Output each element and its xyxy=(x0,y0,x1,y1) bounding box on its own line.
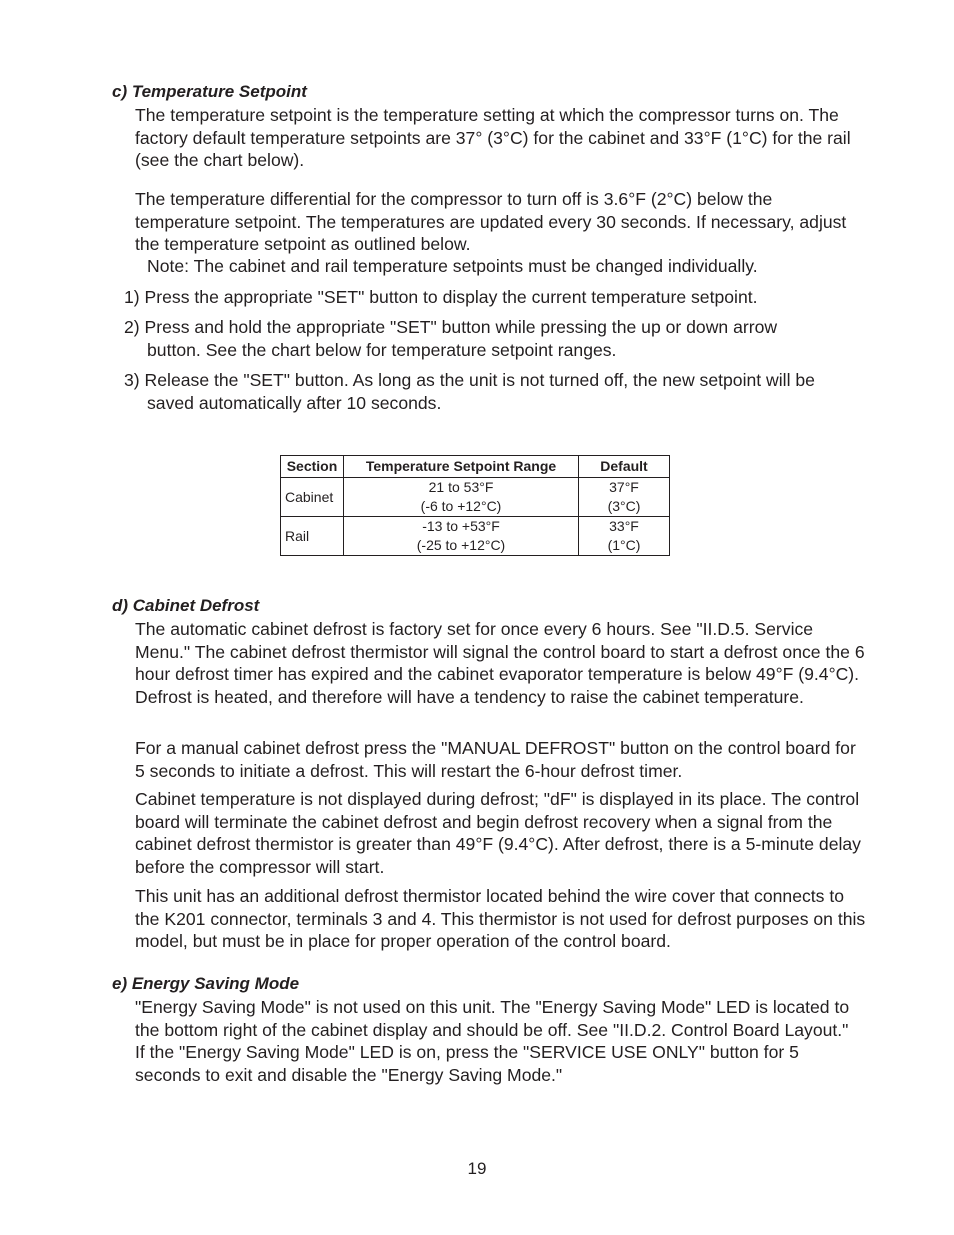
step-3 xyxy=(124,369,864,414)
page-number: 19 xyxy=(467,1159,487,1178)
step-number: 2) xyxy=(124,317,140,337)
range-fahrenheit: -13 to +53°F xyxy=(422,518,500,534)
step-text: Press the appropriate "SET" button to display the current temperature setpoint. xyxy=(144,287,758,307)
header-range: Temperature Setpoint Range xyxy=(344,456,579,478)
default-fahrenheit: 33°F xyxy=(609,518,639,534)
header-default: Default xyxy=(579,456,670,478)
range-fahrenheit: 21 to 53°F xyxy=(428,479,494,495)
section-e-paragraph-1: "Energy Saving Mode" is not used on this unit. The "Energy Saving Mode" LED is located to the bottom right of the cabinet display and should be off. See "II.D.2. Control Board Layout." If the "Energy Saving Mode" LED is on, press the "SERVICE USE ONLY" button for 5 seconds to exit and disable the "Energy Saving Mode." xyxy=(135,997,850,1085)
step-2 xyxy=(124,316,864,361)
section-c-note: Note: The cabinet and rail temperature setpoints must be changed individually. xyxy=(147,256,758,276)
section-d-paragraph-4: This unit has an additional defrost thermistor located behind the wire cover that connects to the K201 connector, terminals 3 and 4. This thermistor is not used for defrost purposes on this model, but must be in place for proper operation of the control board. xyxy=(135,886,866,952)
cell-default xyxy=(579,478,670,517)
table-header-row xyxy=(281,456,670,478)
step-number: 1) xyxy=(124,287,140,307)
section-d-heading: d) Cabinet Defrost xyxy=(112,596,260,615)
range-celsius: (-6 to +12°C) xyxy=(420,498,502,514)
range-celsius: (-25 to +12°C) xyxy=(416,537,506,553)
cell-default xyxy=(579,517,670,556)
table-row xyxy=(281,478,670,517)
setpoint-table xyxy=(280,455,670,556)
default-celsius: (1°C) xyxy=(607,537,641,553)
default-celsius: (3°C) xyxy=(607,498,641,514)
cell-section: Cabinet xyxy=(281,478,344,517)
section-e-heading: e) Energy Saving Mode xyxy=(112,974,300,993)
step-text: Release the "SET" button. As long as the unit is not turned off, the new setpoint will be xyxy=(144,370,815,390)
section-d-paragraph-3: Cabinet temperature is not displayed during defrost; "dF" is displayed in its place. The control board will terminate the cabinet defrost and begin defrost recovery when a signal from the cabinet defrost thermistor is greater than 49°F (9.4°C). After defrost, there is a 5-minute delay before the compressor will start. xyxy=(135,789,861,877)
section-c-paragraph-1: The temperature setpoint is the temperature setting at which the compressor turns on. The factory default temperature setpoints are 37° (3°C) for the cabinet and 33°F (1°C) for the rail (see the chart below). xyxy=(135,105,851,171)
default-fahrenheit: 37°F xyxy=(609,479,639,495)
section-d-paragraph-1: The automatic cabinet defrost is factory set for once every 6 hours. See "II.D.5. Service Menu." The cabinet defrost thermistor will signal the control board to start a defrost once the 6 hour defrost timer has expired and the cabinet evaporator temperature is below 49°F (9.4°C). Defrost is heated, and therefore will have a tendency to raise the cabinet temperature. xyxy=(135,619,865,707)
section-c-heading: c) Temperature Setpoint xyxy=(112,82,307,101)
step-number: 3) xyxy=(124,370,140,390)
table-row xyxy=(281,517,670,556)
header-section: Section xyxy=(281,456,344,478)
section-c-paragraph-2: The temperature differential for the compressor to turn off is 3.6°F (2°C) below the temperature setpoint. The temperatures are updated every 30 seconds. If necessary, adjust the temperature setpoint as outlined below. xyxy=(135,189,847,255)
section-d-paragraph-2: For a manual cabinet defrost press the "MANUAL DEFROST" button on the control board for 5 seconds to initiate a defrost. This will restart the 6-hour defrost timer. xyxy=(135,738,856,781)
cell-section: Rail xyxy=(281,517,344,556)
cell-range xyxy=(344,478,579,517)
step-text-continued: button. See the chart below for temperature setpoint ranges. xyxy=(147,339,617,360)
step-text-continued: saved automatically after 10 seconds. xyxy=(147,392,442,413)
step-1 xyxy=(124,286,864,309)
step-text: Press and hold the appropriate "SET" button while pressing the up or down arrow xyxy=(144,317,778,337)
cell-range xyxy=(344,517,579,556)
